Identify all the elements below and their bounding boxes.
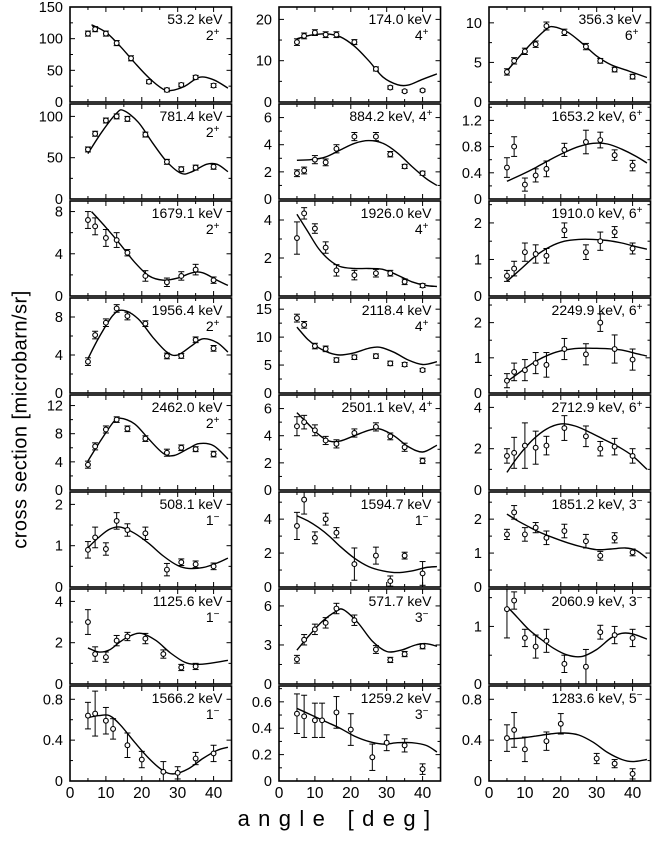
x-tick-label: 10 (97, 785, 115, 802)
plot-panel-svg (233, 200, 442, 305)
y-tick-label: 1.2 (461, 113, 482, 130)
fit-curve (88, 715, 228, 774)
panel-label-energy: 2118.4 keV (362, 302, 432, 318)
plot-panel-8 (233, 200, 442, 305)
y-tick-label: 10 (256, 53, 273, 70)
plot-panel-svg (24, 297, 233, 402)
y-tick-label: 0 (473, 386, 482, 402)
y-tick-label: 0 (473, 95, 482, 111)
plot-panel-4 (24, 103, 233, 208)
fit-curve (88, 633, 228, 664)
y-tick-label: 0.4 (252, 721, 273, 738)
data-points (294, 603, 426, 663)
panel-label-spin: 2+ (205, 415, 220, 431)
y-tick-label: 0.8 (461, 139, 482, 156)
y-tick-label: 0 (473, 483, 482, 499)
x-tick-label: 20 (551, 785, 570, 802)
x-tick-label: 0 (275, 785, 284, 802)
panel-label: 2712.9 keV, 6+ (551, 399, 643, 415)
panel-label-spin: 1− (205, 609, 220, 625)
panel-label-spin: 6+ (624, 27, 639, 43)
plot-panel-svg (443, 588, 652, 693)
y-tick-label: 6 (264, 110, 273, 127)
x-tick-label: 0 (484, 785, 493, 802)
panel-label: 1851.2 keV, 3− (551, 496, 643, 512)
y-tick-label: 0.4 (461, 733, 482, 750)
fit-curve (507, 143, 647, 181)
y-tick-label: 1 (473, 350, 482, 367)
y-tick-label: 4 (473, 400, 482, 417)
panel-label-spin: 3− (415, 706, 429, 722)
y-tick-label: 2 (473, 512, 482, 529)
y-tick-label: 0 (54, 483, 64, 499)
panel-label-spin: 4+ (415, 221, 429, 237)
panel-label-energy: 781.4 keV (159, 108, 223, 124)
x-tick-label: 10 (515, 785, 534, 802)
plot-panel-svg (24, 0, 233, 111)
plot-panel-svg (443, 103, 652, 208)
y-tick-label: 5 (473, 55, 482, 72)
y-tick-label: 2 (473, 215, 482, 232)
y-tick-label: 0 (264, 289, 273, 305)
data-points (294, 133, 426, 177)
fit-curve (507, 424, 647, 473)
y-tick-label: 0 (264, 386, 273, 402)
x-tick-label: 20 (133, 785, 151, 802)
y-tick-label: 3 (264, 637, 273, 654)
panel-label-energy: 1125.6 keV (152, 593, 223, 609)
y-tick-label: 2 (54, 497, 64, 514)
y-tick-label: 4 (264, 213, 273, 229)
panel-label-energy: 508.1 keV (159, 496, 223, 512)
plot-panel-svg (233, 103, 442, 208)
plot-panel-20 (233, 588, 442, 693)
y-tick-label: 0.4 (42, 733, 64, 750)
panel-label-energy: 1259.2 keV (361, 690, 432, 706)
y-tick-label: 8 (54, 426, 64, 443)
plot-panel-svg (24, 491, 233, 596)
y-tick-label: 0 (54, 774, 64, 790)
x-axis-label: angle [deg] (237, 806, 439, 831)
plot-panel-svg (233, 394, 442, 499)
y-tick-label: 12 (46, 398, 64, 415)
panel-label-energy: 174.0 keV (368, 11, 432, 27)
data-points (504, 223, 636, 281)
panel-label-energy: 1926.0 keV (361, 205, 432, 221)
data-points (85, 212, 217, 287)
panel-label-spin: 4+ (415, 318, 429, 334)
y-tick-label: 4 (264, 428, 273, 445)
x-tick-label: 30 (169, 785, 187, 802)
panel-label-energy: 356.3 keV (578, 11, 642, 27)
plot-panel-17 (233, 491, 442, 596)
plot-panel-24 (443, 685, 652, 804)
data-points (504, 416, 636, 469)
plot-panel-svg (233, 685, 442, 804)
y-tick-label: 0.6 (252, 694, 273, 711)
y-tick-label: 0 (264, 774, 273, 790)
plot-panel-10 (24, 297, 233, 402)
data-points (294, 314, 426, 372)
plot-panel-svg (24, 200, 233, 305)
panel-label-spin: 2+ (205, 124, 220, 140)
y-tick-label: 2 (264, 164, 273, 181)
plot-panel-svg (443, 297, 652, 402)
plot-panel-svg (443, 394, 652, 499)
y-tick-label: 0 (54, 580, 64, 596)
x-tick-label: 0 (65, 785, 75, 802)
panel-label-spin: 2+ (205, 318, 220, 334)
fit-curve (507, 239, 647, 281)
panel-label-spin: 3− (415, 609, 429, 625)
plot-panel-svg (24, 394, 233, 499)
plot-panel-22 (24, 685, 233, 804)
plot-panel-21 (443, 588, 652, 693)
x-tick-label: 40 (414, 785, 432, 802)
fit-curve (297, 413, 437, 452)
y-tick-label: 0 (473, 774, 482, 790)
plot-panel-13 (24, 394, 233, 499)
y-tick-label: 0 (264, 483, 273, 499)
plot-panel-11 (233, 297, 442, 402)
y-tick-label: 0 (54, 677, 64, 693)
y-tick-label: 50 (46, 63, 64, 80)
y-tick-label: 0 (264, 580, 273, 596)
y-tick-label: 20 (256, 12, 273, 29)
x-tick-label: 10 (306, 785, 324, 802)
plot-panel-svg (233, 588, 442, 693)
plot-panel-svg (24, 588, 233, 693)
y-tick-label: 50 (46, 150, 64, 167)
panel-label-spin: 1− (205, 512, 220, 528)
plot-panel-svg (443, 6, 652, 111)
y-tick-label: 0.8 (461, 692, 482, 709)
panel-label: 1910.0 keV, 6+ (551, 205, 643, 221)
panel-label-energy: 53.2 keV (167, 11, 223, 27)
x-tick-label: 30 (587, 785, 605, 802)
panel-label-spin: 4+ (415, 27, 429, 43)
y-tick-label: 0 (54, 192, 64, 208)
y-tick-label: 6 (264, 598, 273, 615)
y-tick-label: 4 (54, 454, 64, 471)
y-tick-label: 2 (473, 441, 482, 458)
data-points (504, 506, 636, 561)
data-points (504, 713, 636, 779)
fit-curve (297, 141, 437, 186)
y-tick-label: 1 (473, 546, 482, 563)
plot-panel-5 (233, 103, 442, 208)
y-tick-label: 2 (473, 315, 482, 332)
y-tick-label: 0 (54, 95, 64, 111)
plot-panel-23 (233, 685, 442, 804)
panel-grid (24, 0, 652, 804)
y-tick-label: 0 (473, 677, 482, 693)
data-points (294, 415, 426, 463)
y-tick-label: 6 (264, 401, 273, 418)
y-tick-label: 150 (38, 0, 64, 16)
panel-label-energy: 1679.1 keV (151, 205, 223, 221)
plot-panel-6 (443, 103, 652, 208)
fit-curve (507, 606, 647, 657)
plot-panel-svg (24, 103, 233, 208)
y-tick-label: 4 (54, 246, 64, 263)
plot-panel-svg (24, 685, 233, 804)
plot-panel-9 (443, 200, 652, 305)
y-tick-label: 0.4 (461, 165, 482, 182)
panel-label: 2501.1 keV, 4+ (341, 399, 433, 415)
y-tick-label: 4 (264, 512, 273, 529)
x-tick-label: 20 (342, 785, 360, 802)
panel-label-energy: 571.7 keV (368, 593, 432, 609)
y-tick-label: 0.8 (42, 692, 64, 709)
y-tick-label: 2 (264, 546, 273, 563)
y-tick-label: 4 (54, 594, 64, 611)
plot-panel-1 (24, 0, 233, 111)
y-tick-label: 1 (473, 252, 482, 269)
y-tick-label: 2 (264, 455, 273, 472)
y-axis-label: cross section [microbarn/sr] (9, 290, 32, 549)
y-tick-label: 0.2 (252, 747, 273, 764)
y-tick-label: 10 (256, 330, 273, 347)
panel-label: 884.2 keV, 4+ (349, 108, 433, 124)
y-tick-label: 2 (264, 251, 273, 267)
plot-panel-svg (233, 297, 442, 402)
y-tick-label: 4 (54, 348, 64, 364)
plot-panel-svg (443, 491, 652, 596)
y-tick-label: 0 (473, 192, 482, 208)
plot-panel-15 (443, 394, 652, 499)
plot-panel-14 (233, 394, 442, 499)
y-tick-label: 10 (465, 15, 482, 32)
data-points (294, 30, 426, 94)
plot-panel-3 (443, 6, 652, 111)
plot-panel-svg (443, 200, 652, 305)
data-points (85, 610, 199, 671)
panel-label-energy: 2462.0 keV (151, 399, 223, 415)
x-tick-label: 40 (204, 785, 223, 802)
y-tick-label: 100 (38, 31, 64, 48)
y-tick-label: 15 (256, 302, 273, 319)
y-tick-label: 0 (54, 289, 64, 305)
panel-label-energy: 1956.4 keV (151, 302, 223, 318)
panel-label: 2060.9 keV, 3− (551, 593, 643, 609)
panel-label-energy: 1566.2 keV (151, 690, 223, 706)
y-tick-label: 100 (38, 109, 64, 126)
y-tick-label: 0 (473, 289, 482, 305)
y-tick-label: 4 (264, 137, 273, 154)
y-tick-label: 0 (264, 95, 273, 111)
plot-panel-16 (24, 491, 233, 596)
y-tick-label: 8 (54, 204, 64, 221)
y-tick-label: 2 (54, 635, 64, 652)
panel-label: 1653.2 keV, 6+ (551, 108, 643, 124)
y-tick-label: 1 (473, 619, 482, 636)
y-tick-label: 0 (264, 677, 273, 693)
data-points (85, 417, 217, 468)
fit-curve (88, 527, 228, 569)
panel-label-spin: 1− (205, 706, 220, 722)
y-tick-label: 0 (264, 192, 273, 208)
x-tick-label: 30 (378, 785, 396, 802)
plot-panel-18 (443, 491, 652, 596)
y-tick-label: 0 (473, 580, 482, 596)
plot-panel-svg (443, 685, 652, 804)
plot-panel-19 (24, 588, 233, 693)
x-tick-label: 40 (623, 785, 641, 802)
y-tick-label: 5 (264, 358, 273, 375)
panel-label: 2249.9 keV, 6+ (551, 302, 643, 318)
panel-label-energy: 1594.7 keV (361, 496, 432, 512)
data-points (85, 27, 217, 93)
panel-label-spin: 2+ (205, 27, 220, 43)
panel-label-spin: 2+ (205, 221, 220, 237)
panel-label-spin: 1− (415, 512, 429, 528)
y-tick-label: 8 (54, 310, 64, 326)
y-tick-label: 0 (54, 386, 64, 402)
plot-panel-2 (233, 6, 442, 111)
plot-panel-7 (24, 200, 233, 305)
plot-panel-svg (233, 6, 442, 111)
y-tick-label: 1 (54, 538, 64, 555)
fit-curve (507, 348, 647, 382)
panel-label: 1283.6 keV, 5− (551, 690, 643, 706)
data-points (504, 314, 636, 388)
fit-curve (507, 514, 647, 558)
data-points (504, 130, 636, 191)
fit-curve (507, 733, 647, 762)
data-points (504, 22, 636, 79)
plot-panel-svg (233, 491, 442, 596)
plot-panel-12 (443, 297, 652, 402)
